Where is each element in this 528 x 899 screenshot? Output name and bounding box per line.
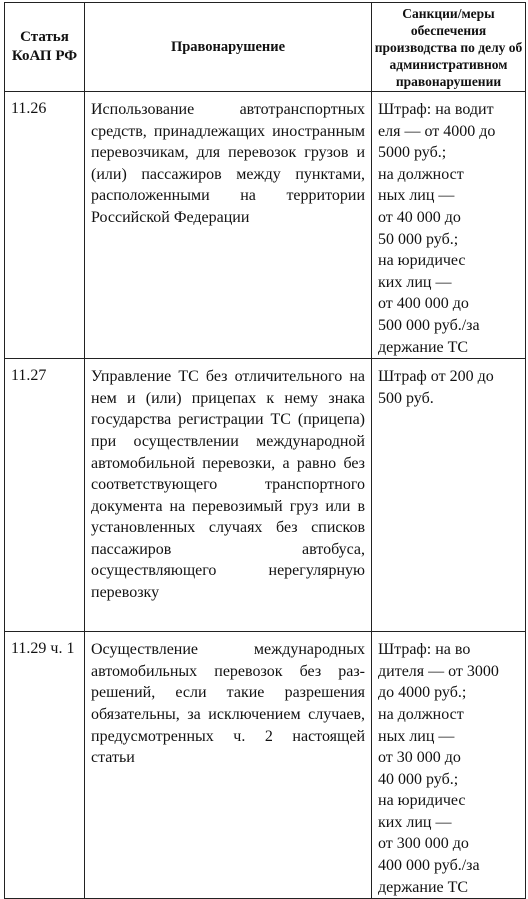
offense-cell [85,632,372,899]
header-sanction-label: Санкции/меры обеспечения производства по делу об административном правонарушении [374,5,523,89]
table-header [5,3,526,92]
sanction-line: 50 000 руб.; [378,230,459,248]
sanction-line: держание ТС [378,338,469,356]
offense-text: Использование автотранспортных средств, принадлежащих иностранным перевозчикам, для перевозок грузов и (или) пассажиров между пунктами, расположенными на территории Российской Федерации [91,101,365,226]
sanction-line: на юридичес [378,252,466,270]
sanction-line: от 300 000 до [378,835,469,853]
document-page [4,2,525,896]
sanction-line: 500 руб. [378,389,434,407]
article-cell [5,359,85,632]
article-number: 11.29 ч. 1 [11,640,75,658]
sanction-line: на должност [378,165,464,183]
sanction-line: ных лиц — [378,727,455,745]
sanction-line: еля — от 4000 до [378,122,496,140]
sanction-line: от 40 000 до [378,208,461,226]
table-body [5,92,526,899]
header-article-label: Статья КоАП РФ [11,29,78,64]
article-cell [5,632,85,899]
offense-text: Управление ТС без отличительного на нем и (или) прицепах к нему знака государства регистрации ТС (прицепа) при осуществлении международной автомобильной перевозки, а равно без соответствующего транспортного документа на перевозимый груз или в установленных случаях без списков пассажиров автобуса, осуществляющего нерегулярную перевозку [91,368,365,602]
sanction-line: 40 000 руб.; [378,770,459,788]
header-sanction [372,3,526,92]
offense-sanctions-table [4,2,526,899]
offense-text: Осуществление международных автомобильных перевозок без разрешений, если такие разрешения обязательны, за исключением случаев, предусмотренных ч. 2 настоящей статьи [91,641,365,767]
sanction-line: от 400 000 до [378,295,469,313]
sanction-cell [372,632,526,899]
offense-cell [85,92,372,359]
sanction-line: на должност [378,705,464,723]
article-cell [5,92,85,359]
sanction-line: Штраф: на во [378,641,471,659]
sanction-line: дителя — от 3000 [378,662,499,680]
sanction-cell [372,359,526,632]
sanction-line: ких лиц — [378,813,452,831]
sanction-text [372,92,525,358]
sanction-cell [372,92,526,359]
sanction-line: Штраф: на водит [378,101,494,118]
sanction-line: 500 000 руб./за [378,316,480,334]
sanction-line: держание ТС [378,878,469,896]
sanction-text [372,632,525,898]
article-number: 11.27 [11,367,47,385]
sanction-line: 5000 руб.; [378,144,447,162]
offense-cell [85,359,372,632]
header-offense-label: Правонарушение [170,38,286,55]
header-offense [85,3,372,92]
sanction-line: на юридичес [378,792,466,810]
sanction-line: 400 000 руб./за [378,857,480,875]
table-row [5,359,526,632]
article-number: 11.26 [11,100,47,117]
table-row [5,632,526,899]
header-row [5,3,526,92]
sanction-line: Штраф от 200 до [378,368,494,386]
sanction-line: до 4000 руб.; [378,684,467,702]
sanction-line: ких лиц — [378,273,452,291]
sanction-line: ных лиц — [378,187,455,205]
header-article [5,3,85,92]
sanction-text [372,359,525,409]
table-row [5,92,526,359]
sanction-line: от 30 000 до [378,749,461,767]
